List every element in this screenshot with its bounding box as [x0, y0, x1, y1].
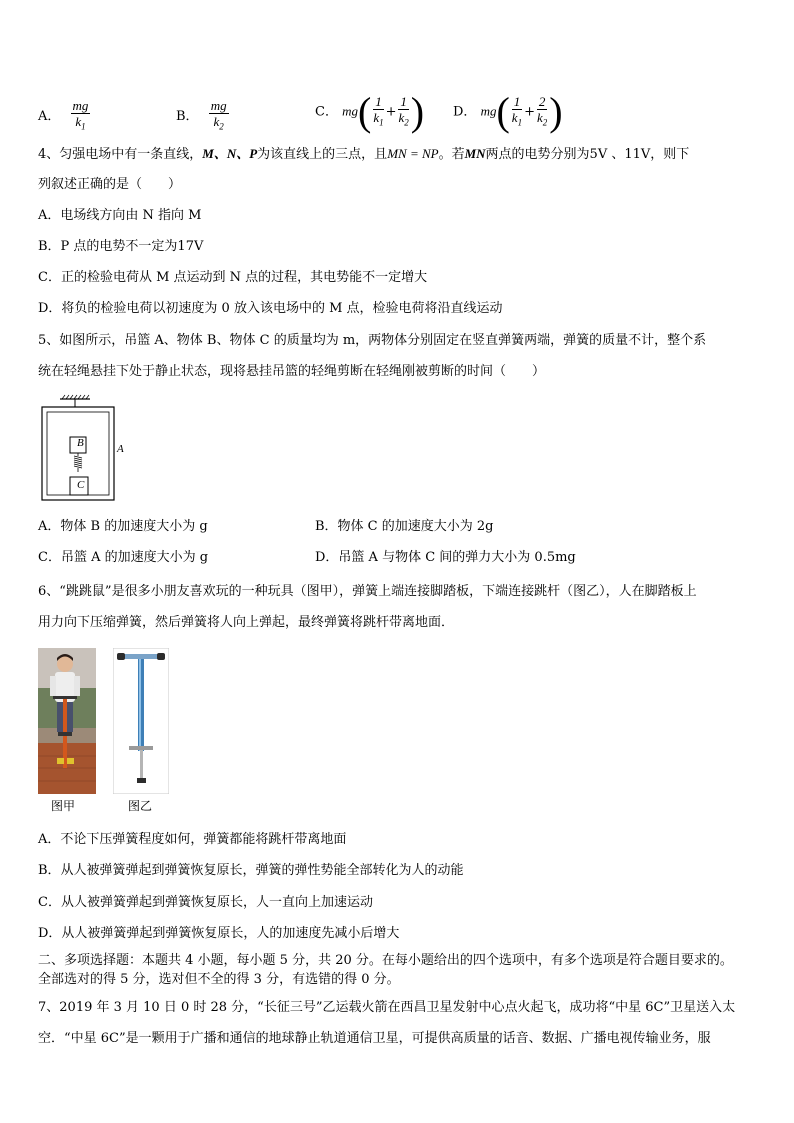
- q6-option-d: D．从人被弹簧弹起到弹簧恢复原长，人的加速度先减小后增大: [38, 926, 400, 941]
- pogo-stick-photo: [113, 648, 169, 794]
- q3-option-a: A． $\frac{mg}{k_1}$: [38, 98, 89, 132]
- q3-option-c: C． mg( $\frac{1}{k_1}$ + $\frac{1}{k_2}$ ): [315, 89, 425, 134]
- q5-stem-line1: 5、如图所示，吊篮 A、物体 B、物体 C 的质量均为 m，两物体分别固定在竖直弹簧两端，弹簧的质量不计，整个系: [38, 333, 707, 348]
- q6-option-c: C．从人被弹簧弹起到弹簧恢复原长，人一直向上加速运动: [38, 895, 373, 910]
- q3-option-d: D． mg( $\frac{1}{k_1}$ + $\frac{2}{k_2}$ ): [453, 89, 563, 134]
- q4-stem-line2: 列叙述正确的是（ ）: [38, 177, 182, 192]
- pogo-child-photo: [38, 648, 96, 794]
- photo1-caption: 图甲: [51, 799, 76, 813]
- q6-stem-line2: 用力向下压缩弹簧，然后弹簧将人向上弹起，最终弹簧将跳杆带离地面．: [38, 615, 455, 630]
- section2-heading-line1: 二、多项选择题：本题共 4 小题，每小题 5 分，共 20 分。在每小题给出的四个选项中，有多个选项是符合题目要求的。: [38, 953, 733, 968]
- q5-label-b: B: [77, 437, 84, 449]
- q7-stem-line1: 7、2019 年 3 月 10 日 0 时 28 分，“长征三号”乙运载火箭在西昌卫星发射中心点火起飞，成功将“中星 6C”卫星送入太: [38, 1000, 736, 1015]
- q7-stem-line2: 空．“中星 6C”是一颗用于广播和通信的地球静止轨道通信卫星，可提供高质量的话音、数据、广播电视传输业务，服: [38, 1031, 711, 1046]
- q5-label-a: A: [117, 443, 124, 455]
- q5-option-d: D．吊篮 A 与物体 C 间的弹力大小为 0.5mg: [315, 550, 576, 565]
- q5-stem-line2: 统在轻绳悬挂下处于静止状态，现将悬挂吊篮的轻绳剪断在轻绳刚被剪断的时间（ ）: [38, 364, 546, 379]
- q5-label-c: C: [77, 479, 85, 491]
- q3-option-b: B． $\frac{mg}{k_2}$: [176, 98, 227, 132]
- photo2-caption: 图乙: [128, 799, 153, 813]
- q4-option-b: B．P 点的电势不一定为17V: [38, 239, 204, 254]
- q6-option-b: B．从人被弹簧弹起到弹簧恢复原长，弹簧的弹性势能全部转化为人的动能: [38, 863, 464, 878]
- q5-option-c: C．吊篮 A 的加速度大小为 g: [38, 550, 209, 565]
- q4-stem-line1: 4、匀强电场中有一条直线，M、N、P为该直线上的三点，且MN = NP。若MN两点的电势分别为5V 、11V，则下: [38, 146, 690, 162]
- q6-stem-line1: 6、“跳跳鼠”是很多小朋友喜欢玩的一种玩具（图甲），弹簧上端连接脚踏板，下端连接跳杆（图乙），人在脚踏板上: [38, 584, 697, 599]
- q4-option-c: C．正的检验电荷从 M 点运动到 N 点的过程，其电势能不一定增大: [38, 270, 428, 285]
- q4-option-d: D．将负的检验电荷以初速度为 0 放入该电场中的 M 点，检验电荷将沿直线运动: [38, 301, 503, 316]
- q4-option-a: A．电场线方向由 N 指向 M: [38, 208, 202, 223]
- q5-option-b: B．物体 C 的加速度大小为 2g: [315, 519, 494, 534]
- section2-heading-line2: 全部选对的得 5 分，选对但不全的得 3 分，有选错的得 0 分。: [38, 972, 400, 987]
- q6-option-a: A．不论下压弹簧程度如何，弹簧都能将跳杆带离地面: [38, 832, 347, 847]
- q5-option-a: A．物体 B 的加速度大小为 g: [38, 519, 208, 534]
